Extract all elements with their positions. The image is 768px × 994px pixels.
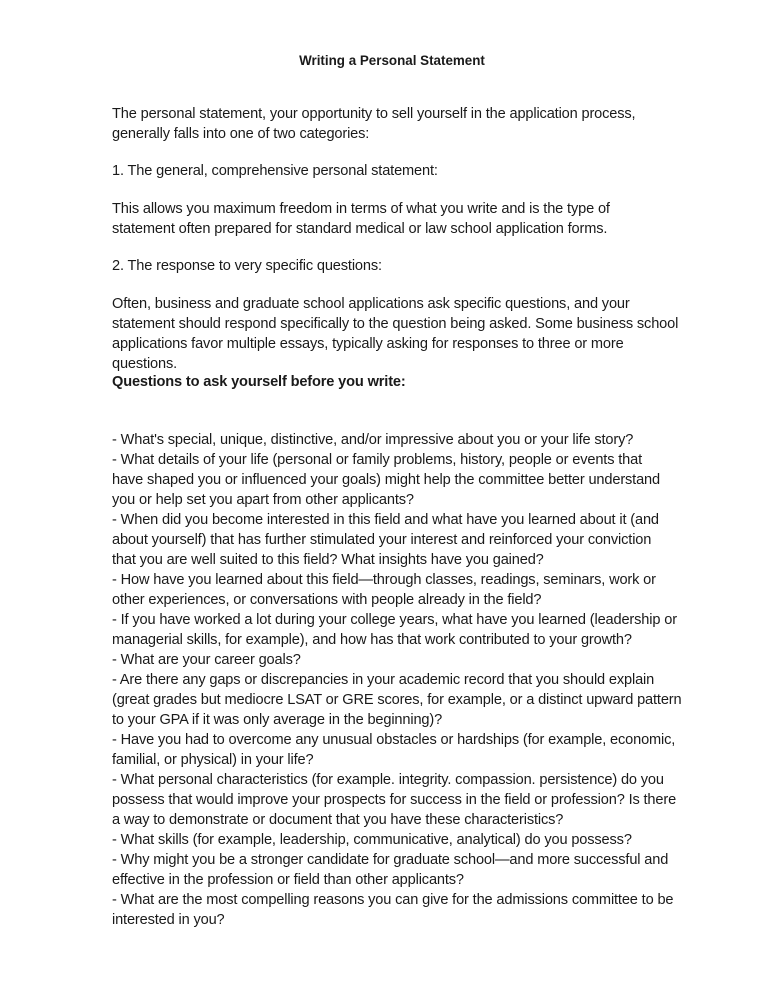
question-line: - What skills (for example, leadership, communicative, analytical) do you possess?	[112, 832, 632, 848]
text-line: Questions to ask yourself before you write:	[112, 374, 406, 390]
question-line: other experiences, or conversations with people already in the field?	[112, 592, 542, 608]
question-line: that you are well suited to this field? What insights have you gained?	[112, 552, 544, 568]
question-line: possess that would improve your prospects for success in the field or profession? Is there	[112, 792, 677, 808]
text-line: applications favor multiple essays, typically asking for responses to three or more	[112, 336, 624, 352]
question-line: - What details of your life (personal or family problems, history, people or events that	[112, 452, 642, 468]
question-line: (great grades but mediocre LSAT or GRE scores, for example, or a distinct upward pattern	[112, 692, 682, 708]
question-line: to your GPA if it was only average in the beginning)?	[112, 712, 443, 728]
text-line: 1. The general, comprehensive personal statement:	[112, 163, 438, 179]
category-1-body	[112, 199, 672, 239]
question-line: - When did you become interested in this field and what have you learned about it (and	[112, 512, 659, 528]
document-title: Writing a Personal Statement	[299, 53, 485, 68]
question-line: familial, or physical) in your life?	[112, 752, 314, 768]
question-line: effective in the profession or field than other applicants?	[112, 872, 464, 888]
question-line: interested in you?	[112, 912, 225, 928]
question-line: - What are your career goals?	[112, 652, 301, 668]
question-line: - Why might you be a stronger candidate for graduate school—and more successful and	[112, 852, 669, 868]
text-line: Often, business and graduate school applications ask specific questions, and your	[112, 296, 630, 312]
question-line: - Have you had to overcome any unusual obstacles or hardships (for example, economic,	[112, 732, 676, 748]
text-line: generally falls into one of two categories:	[112, 126, 370, 142]
question-line: managerial skills, for example), and how has that work contributed to your growth?	[112, 632, 632, 648]
question-line: - What's special, unique, distinctive, and/or impressive about you or your life story?	[112, 432, 634, 448]
text-line: statement should respond specifically to the question being asked. Some business school	[112, 316, 679, 332]
question-line: about yourself) that has further stimulated your interest and reinforced your conviction	[112, 532, 652, 548]
question-line: a way to demonstrate or document that you have these characteristics?	[112, 812, 564, 828]
category-1-heading	[112, 161, 672, 181]
questions-list	[112, 430, 682, 930]
text-line: The personal statement, your opportunity to sell yourself in the application process,	[112, 106, 636, 122]
question-line: you or help set you apart from other applicants?	[112, 492, 414, 508]
question-line: - How have you learned about this field—through classes, readings, seminars, work or	[112, 572, 656, 588]
intro-paragraph	[112, 104, 672, 144]
question-line: - If you have worked a lot during your college years, what have you learned (leadership or	[112, 612, 677, 628]
category-2-body	[112, 294, 679, 374]
text-line: statement often prepared for standard medical or law school application forms.	[112, 221, 608, 237]
question-line: have shaped you or influenced your goals) might help the committee better understand	[112, 472, 660, 488]
questions-heading	[112, 372, 672, 392]
category-2-heading	[112, 256, 672, 276]
question-line: - What personal characteristics (for example. integrity. compassion. persistence) do you	[112, 772, 664, 788]
text-line: 2. The response to very specific questions:	[112, 258, 382, 274]
question-line: - Are there any gaps or discrepancies in your academic record that you should explain	[112, 672, 655, 688]
question-line: - What are the most compelling reasons you can give for the admissions committee to be	[112, 892, 674, 908]
text-line: This allows you maximum freedom in terms of what you write and is the type of	[112, 201, 610, 217]
text-line: questions.	[112, 356, 178, 372]
